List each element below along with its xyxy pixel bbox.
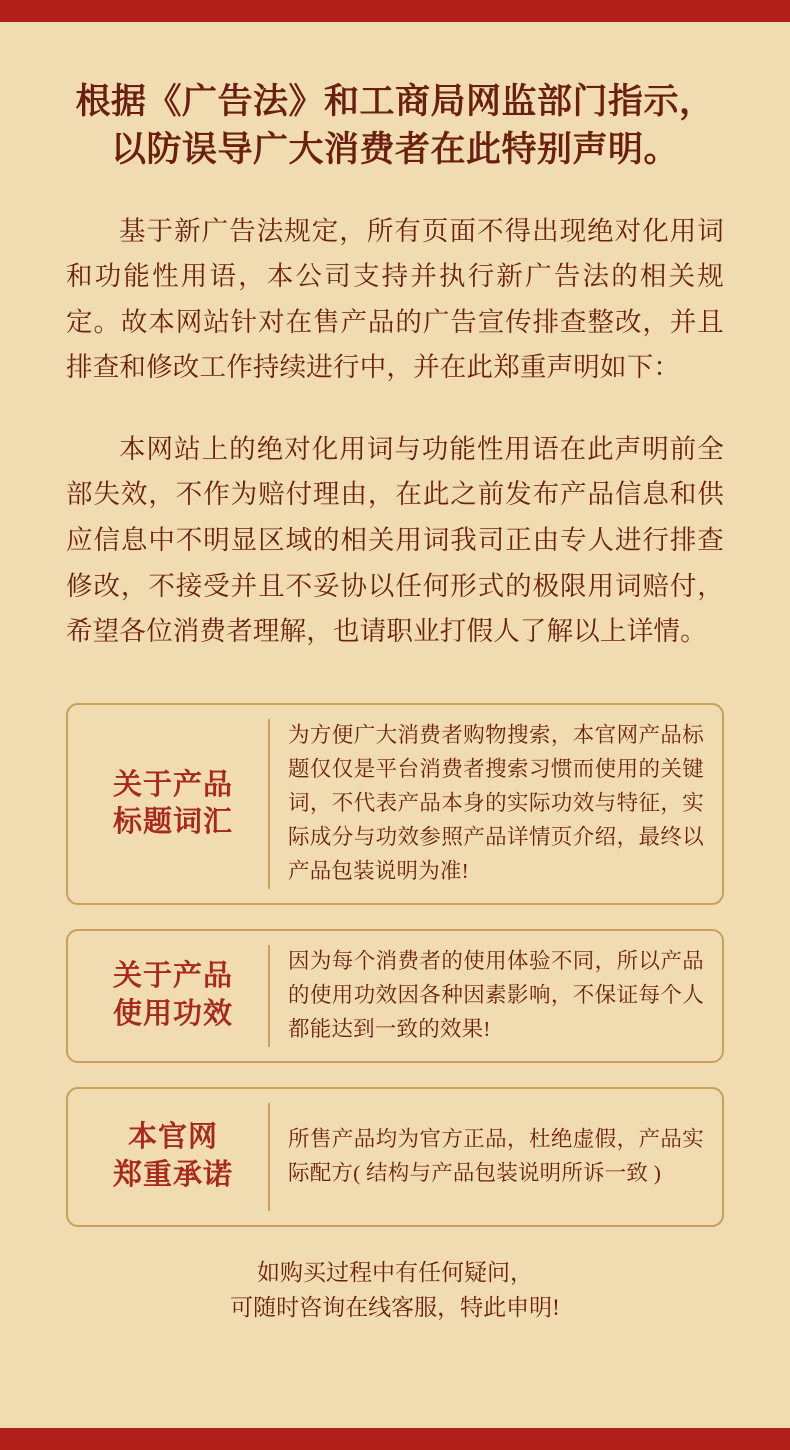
statement-card-list — [66, 703, 724, 1227]
card-title-line-1: 本官网 — [127, 1121, 218, 1154]
footer-note — [62, 1255, 728, 1326]
card-title-line-2: 使用功效 — [112, 997, 233, 1030]
footer-note-line-1: 如购买过程中有任何疑问， — [257, 1259, 533, 1285]
card-title — [78, 1103, 270, 1211]
statement-card — [66, 703, 724, 905]
card-title-line-1: 关于产品 — [112, 768, 233, 801]
card-title — [78, 945, 270, 1047]
footer-note-line-2: 可随时咨询在线客服，特此申明! — [230, 1295, 560, 1321]
page-content — [0, 22, 790, 1428]
card-body: 为方便广大消费者购物搜索，本官网产品标题仅仅是平台消费者搜索习惯而使用的关键词，不代表产品本身的实际功效与特征，实际成分与功效参照产品详情页介绍，最终以产品包装说明为准! — [288, 722, 704, 883]
card-title-line-1: 关于产品 — [112, 960, 233, 993]
card-body: 所售产品均为官方正品，杜绝虚假，产品实际配方( 结构与产品包装说明所诉一致 ) — [288, 1126, 704, 1185]
statement-paragraph-2: 本网站上的绝对化用词与功能性用语在此声明前全部失效，不作为赔付理由，在此之前发布产品信息和供应信息中不明显区域的相关用词我司正由专人进行排查修改，不接受并且不妥协以任何形式的极限用词赔付，希望各位消费者理解，也请职业打假人了解以上详情。 — [66, 433, 724, 647]
bottom-red-bar — [0, 1428, 790, 1450]
card-body: 因为每个消费者的使用体验不同，所以产品的使用功效因各种因素影响，不保证每个人都能达到一致的效果! — [288, 948, 704, 1041]
page-title-line-1: 根据《广告法》和工商局网监部门指示， — [75, 82, 715, 121]
statement-paragraph-1: 基于新广告法规定，所有页面不得出现绝对化用词和功能性用语，本公司支持并执行新广告法的相关规定。故本网站针对在售产品的广告宣传排查整改，并且排查和修改工作持续进行中，并在此郑重声明如下： — [66, 215, 724, 383]
card-title — [78, 719, 270, 889]
top-red-bar — [0, 0, 790, 22]
card-title-line-2: 标题词汇 — [112, 805, 233, 838]
card-title-line-2: 郑重承诺 — [112, 1158, 233, 1191]
statement-card — [66, 1087, 724, 1227]
statement-card — [66, 929, 724, 1063]
page-title — [62, 78, 728, 175]
page-title-line-2: 以防误导广大消费者在此特别声明。 — [110, 130, 679, 170]
